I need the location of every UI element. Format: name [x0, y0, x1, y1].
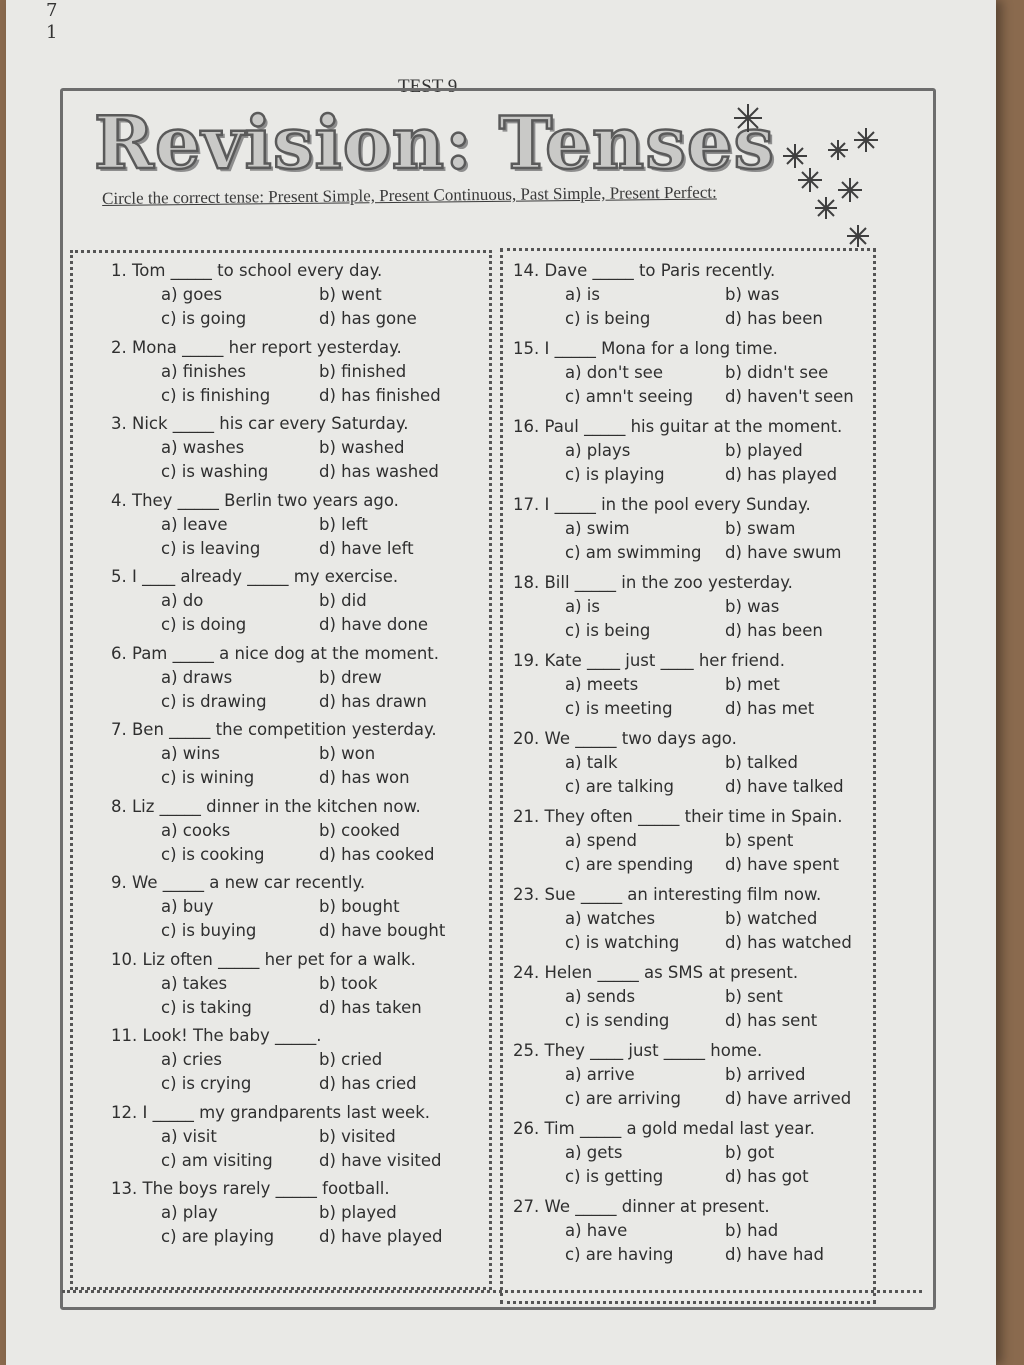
answer-option[interactable]: b) took [319, 973, 378, 993]
test-label: TEST 9 [398, 76, 458, 97]
answer-option[interactable]: b) spent [725, 831, 794, 850]
answer-option[interactable]: a) have [565, 1221, 628, 1240]
answer-option[interactable]: a) buy [161, 897, 214, 916]
answer-option[interactable]: b) played [725, 441, 803, 460]
question-text: 14. Dave _____ to Paris recently. [513, 261, 776, 280]
answer-option[interactable]: d) has played [725, 465, 838, 484]
answer-option[interactable]: c) is washing [161, 462, 269, 481]
question-text: 15. I _____ Mona for a long time. [513, 339, 778, 358]
answer-option[interactable]: a) goes [161, 285, 223, 304]
question-text: 23. Sue _____ an interesting film now. [513, 885, 822, 904]
answer-option[interactable]: c) is buying [161, 921, 257, 940]
question-text: 9. We _____ a new car recently. [111, 873, 366, 892]
answer-option[interactable]: a) leave [161, 514, 228, 534]
answer-option[interactable]: a) cries [161, 1050, 222, 1069]
answer-option[interactable]: b) was [725, 597, 780, 616]
answer-option[interactable]: d) have talked [725, 777, 844, 796]
answer-option[interactable]: b) got [725, 1143, 775, 1162]
answer-option[interactable]: b) did [319, 591, 367, 610]
answer-option[interactable]: c) is getting [565, 1167, 664, 1186]
question-text: 6. Pam _____ a nice dog at the moment. [111, 643, 439, 663]
answer-option[interactable]: d) have left [319, 538, 414, 558]
answer-option[interactable]: a) sends [565, 987, 636, 1006]
question-text: 3. Nick _____ his car every Saturday. [111, 414, 409, 433]
question-text: 19. Kate ____ just ____ her friend. [513, 651, 785, 670]
answer-option[interactable]: b) finished [319, 361, 407, 381]
answer-option[interactable]: c) are talking [565, 777, 674, 796]
answer-option[interactable]: a) finishes [161, 361, 247, 381]
answer-option[interactable]: b) didn't see [725, 363, 829, 382]
answer-option[interactable]: d) have spent [725, 855, 840, 874]
answer-option[interactable]: d) has cooked [319, 844, 435, 864]
answer-option[interactable]: c) is taking [161, 997, 252, 1017]
question-text: 1. Tom _____ to school every day. [111, 261, 383, 280]
left-question-column [70, 250, 492, 1290]
answer-option[interactable]: c) is finishing [161, 385, 271, 405]
answer-option[interactable]: c) is drawing [161, 691, 267, 711]
answer-option[interactable]: a) arrive [565, 1065, 635, 1084]
answer-option[interactable]: b) visited [319, 1126, 396, 1146]
right-question-column [500, 248, 876, 1304]
answer-option[interactable]: c) is crying [161, 1074, 252, 1093]
answer-option[interactable]: a) swim [565, 519, 630, 538]
answer-option[interactable]: a) is [565, 285, 600, 304]
question-text: 7. Ben _____ the competition yesterday. [111, 720, 437, 739]
answer-option[interactable]: a) spend [565, 831, 637, 850]
answer-option[interactable]: a) don't see [565, 363, 663, 382]
answer-option[interactable]: c) are playing [161, 1227, 275, 1246]
question-text: 16. Paul _____ his guitar at the moment. [513, 417, 843, 436]
answer-option[interactable]: d) has been [725, 309, 823, 328]
answer-option[interactable]: b) drew [319, 667, 382, 687]
answer-option[interactable]: b) bought [319, 897, 400, 916]
answer-option[interactable]: d) has gone [319, 309, 417, 328]
answer-option[interactable]: a) play [161, 1203, 218, 1222]
question-text: 26. Tim _____ a gold medal last year. [513, 1119, 815, 1138]
answer-option[interactable]: c) are arriving [565, 1089, 681, 1108]
answer-option[interactable]: d) have played [319, 1227, 443, 1246]
answer-option[interactable]: d) haven't seen [725, 387, 854, 406]
answer-option[interactable]: d) has won [319, 768, 410, 787]
answer-option[interactable]: b) played [319, 1203, 397, 1222]
answer-option[interactable]: b) talked [725, 753, 798, 772]
bottom-divider [62, 1290, 922, 1293]
answer-option[interactable]: a) is [565, 597, 600, 616]
question-text: 27. We _____ dinner at present. [513, 1197, 770, 1216]
answer-option[interactable]: c) are spending [565, 855, 694, 874]
answer-option[interactable]: b) sent [725, 987, 783, 1006]
answer-option[interactable]: b) met [725, 675, 780, 694]
answer-option[interactable]: d) have swum [725, 543, 842, 562]
answer-option[interactable]: b) arrived [725, 1065, 806, 1084]
question-text: 2. Mona _____ her report yesterday. [111, 337, 402, 357]
question-text: 21. They often _____ their time in Spain. [513, 807, 843, 826]
answer-option[interactable]: a) gets [565, 1143, 623, 1162]
answer-option[interactable]: c) is playing [565, 465, 665, 484]
answer-option[interactable]: a) talk [565, 753, 618, 772]
answer-option[interactable]: d) has got [725, 1167, 809, 1186]
answer-option[interactable]: a) meets [565, 675, 639, 694]
answer-option[interactable]: b) was [725, 285, 780, 304]
answer-option[interactable]: d) has washed [319, 462, 439, 481]
answer-option[interactable]: d) has cried [319, 1074, 417, 1093]
answer-option[interactable]: c) is sending [565, 1011, 670, 1030]
answer-option[interactable]: b) cooked [319, 820, 401, 840]
answer-option[interactable]: d) have arrived [725, 1089, 852, 1108]
question-text: 5. I ____ already _____ my exercise. [111, 567, 399, 586]
question-text: 13. The boys rarely _____ football. [111, 1179, 390, 1198]
question-text: 12. I _____ my grandparents last week. [111, 1102, 431, 1122]
question-text: 25. They ____ just _____ home. [513, 1041, 763, 1060]
answer-option[interactable]: d) has watched [725, 933, 852, 952]
answer-option[interactable]: a) watches [565, 909, 656, 928]
answer-option[interactable]: c) amn't seeing [565, 387, 694, 406]
answer-option[interactable]: c) is doing [161, 615, 247, 634]
question-text: 10. Liz often _____ her pet for a walk. [111, 949, 416, 969]
decorative-stars-icon [730, 100, 890, 250]
question-text: 8. Liz _____ dinner in the kitchen now. [111, 796, 421, 816]
answer-option[interactable]: d) have visited [319, 1150, 442, 1170]
answer-option[interactable]: c) is being [565, 309, 651, 328]
answer-option[interactable]: d) has finished [319, 385, 441, 405]
answer-option[interactable]: a) plays [565, 441, 631, 460]
answer-option[interactable]: c) am visiting [161, 1150, 273, 1170]
answer-option[interactable]: d) have had [725, 1245, 824, 1264]
answer-option[interactable]: a) washes [161, 438, 245, 457]
answer-option[interactable]: d) has sent [725, 1011, 818, 1030]
question-text: 20. We _____ two days ago. [513, 729, 737, 748]
answer-option[interactable]: d) have bought [319, 921, 446, 940]
answer-option[interactable]: b) had [725, 1221, 779, 1240]
answer-option[interactable]: c) is watching [565, 933, 680, 952]
answer-option[interactable]: a) visit [161, 1126, 217, 1146]
answer-option[interactable]: d) has been [725, 621, 823, 640]
answer-option[interactable]: c) are having [565, 1245, 674, 1264]
answer-option[interactable]: c) is cooking [161, 844, 265, 864]
question-text: 18. Bill _____ in the zoo yesterday. [513, 573, 793, 592]
answer-option[interactable]: c) is meeting [565, 699, 673, 718]
question-text: 4. They _____ Berlin two years ago. [111, 490, 399, 510]
answer-option[interactable]: d) has met [725, 699, 815, 718]
answer-option[interactable]: b) won [319, 744, 376, 763]
answer-option[interactable]: b) cried [319, 1050, 383, 1069]
answer-option[interactable]: c) is wining [161, 768, 255, 787]
answer-option[interactable]: c) is being [565, 621, 651, 640]
question-text: 24. Helen _____ as SMS at present. [513, 963, 799, 982]
answer-option[interactable]: d) has taken [319, 997, 422, 1017]
page-title: Revision: Tenses [94, 100, 776, 185]
answer-option[interactable]: a) do [161, 591, 204, 610]
answer-option[interactable]: b) left [319, 514, 368, 534]
handwritten-page-mark: 7 1 [46, 0, 58, 43]
instructions: Circle the correct tense: Present Simple, Present Continuous, Past Simple, Present Perfect: [102, 182, 717, 208]
answer-option[interactable]: c) is leaving [161, 538, 261, 558]
question-text: 11. Look! The baby _____. [111, 1026, 322, 1045]
answer-option[interactable]: a) cooks [161, 820, 231, 840]
answer-option[interactable]: c) is going [161, 309, 247, 328]
answer-option[interactable]: b) watched [725, 909, 818, 928]
answer-option[interactable]: a) draws [161, 667, 233, 687]
answer-option[interactable]: d) has drawn [319, 691, 427, 711]
answer-option[interactable]: d) have done [319, 615, 429, 634]
answer-option[interactable]: a) takes [161, 973, 228, 993]
answer-option[interactable]: b) went [319, 285, 382, 304]
answer-option[interactable]: c) am swimming [565, 543, 702, 562]
answer-option[interactable]: b) washed [319, 438, 405, 457]
question-text: 17. I _____ in the pool every Sunday. [513, 495, 811, 514]
answer-option[interactable]: a) wins [161, 744, 220, 763]
answer-option[interactable]: b) swam [725, 519, 796, 538]
